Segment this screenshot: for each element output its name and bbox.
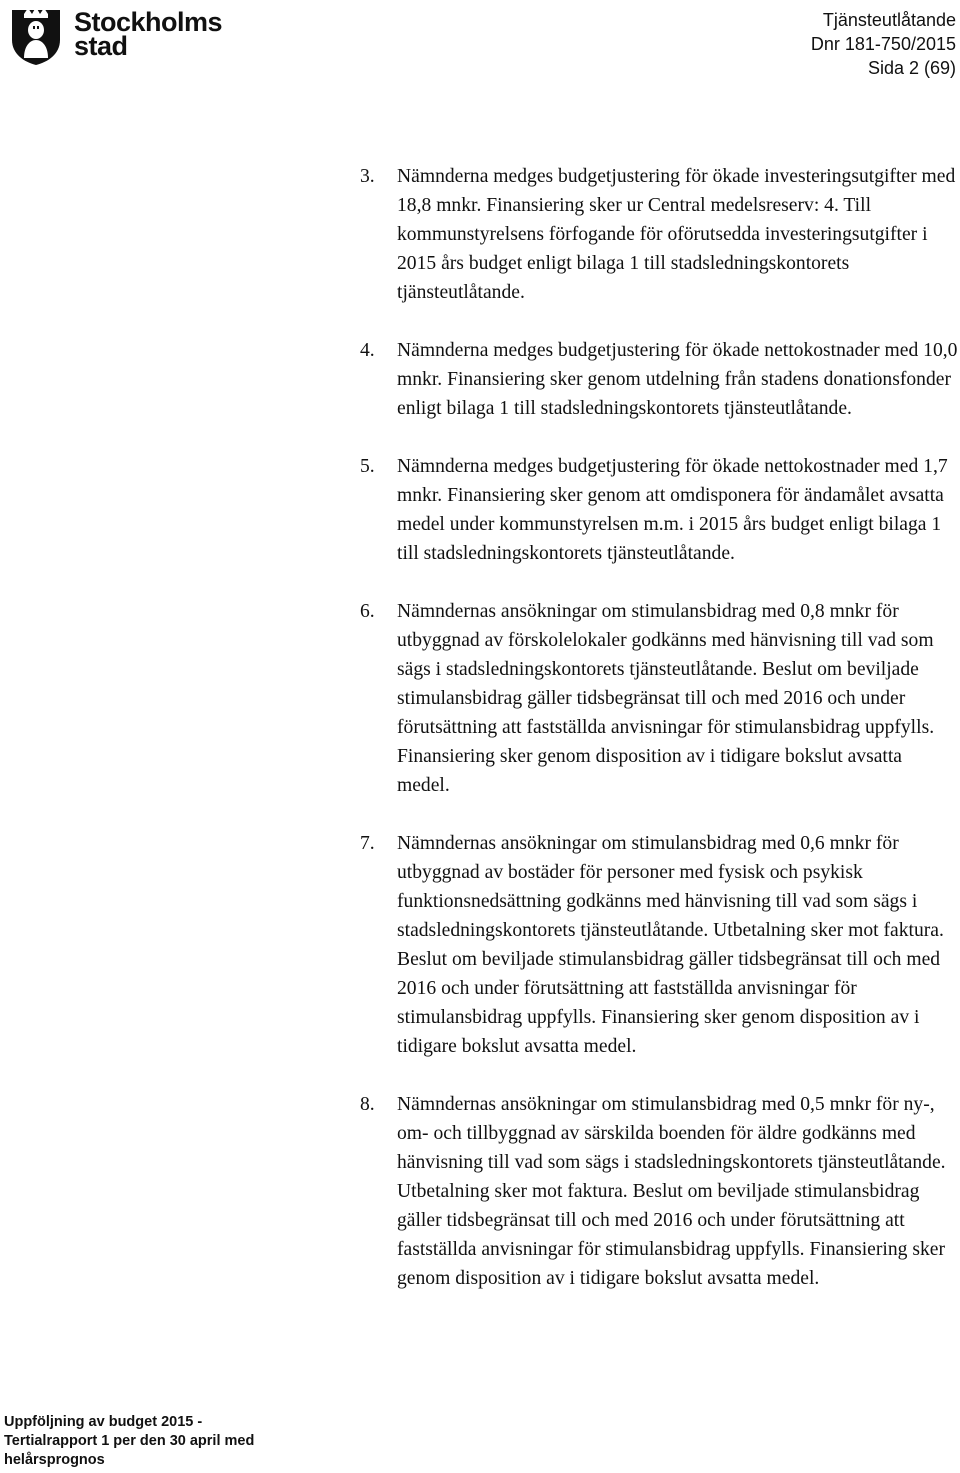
document-number: Dnr 181-750/2015 bbox=[810, 34, 956, 54]
footer-line: Tertialrapport 1 per den 30 april med bbox=[4, 1433, 255, 1449]
item-number: 6. bbox=[360, 601, 375, 622]
list-item bbox=[360, 452, 958, 568]
logo-text-line2: stad bbox=[74, 31, 128, 61]
list-item bbox=[360, 1090, 958, 1293]
footer-line: helårsprognos bbox=[4, 1452, 105, 1468]
item-text: Nämndernas ansökningar om stimulansbidrag med 0,5 mnkr för ny-, om- och tillbyggnad av särskilda boenden för äldre godkänns med hänvisning till vad som sägs i stadsledningskontorets tjänsteutlåtande. Utbetalning sker mot faktura. Beslut om beviljade stimulansbidrag gäller tidsbegränsat till och med 2016 och under förutsättning att fastställda anvisningar för stimulansbidrag uppfylls. Finansiering sker genom disposition av i tidigare bokslut avsatta medel. bbox=[397, 1094, 946, 1289]
stockholms-stad-logo bbox=[4, 2, 244, 66]
city-crest-icon bbox=[4, 2, 68, 66]
item-number: 8. bbox=[360, 1094, 375, 1115]
list-item bbox=[360, 336, 958, 423]
item-number: 3. bbox=[360, 166, 375, 187]
page-number: Sida 2 (69) bbox=[867, 58, 956, 78]
item-text: Nämndernas ansökningar om stimulansbidrag med 0,8 mnkr för utbyggnad av förskolelokaler godkänns med hänvisning till vad som sägs i stadsledningskontorets tjänsteutlåtande. Beslut om beviljade stimulansbidrag gäller tidsbegränsat till och med 2016 och under förutsättning att fastställda anvisningar för stimulansbidrag uppfylls. Finansiering sker genom disposition av i tidigare bokslut avsatta medel. bbox=[397, 601, 935, 796]
document-header bbox=[811, 8, 956, 80]
footer-report-title bbox=[4, 1413, 304, 1470]
footer-line: Uppföljning av budget 2015 - bbox=[4, 1414, 203, 1430]
decision-list bbox=[360, 162, 958, 1293]
item-text: Nämnderna medges budgetjustering för ökade nettokostnader med 10,0 mnkr. Finansiering sker genom utdelning från stadens donationsfonder enligt bilaga 1 till stadsledningskontorets tjänsteutlåtande. bbox=[397, 340, 958, 419]
document-type: Tjänsteutlåtande bbox=[822, 10, 956, 30]
item-text: Nämndernas ansökningar om stimulansbidrag med 0,6 mnkr för utbyggnad av bostäder för personer med fysisk och psykisk funktionsnedsättning godkänns med hänvisning till vad som sägs i stadsledningskontorets tjänsteutlåtande. Utbetalning sker mot faktura. Beslut om beviljade stimulansbidrag gäller tidsbegränsat till och med 2016 och under förutsättning att fastställda anvisningar för stimulansbidrag uppfylls. Finansiering sker genom disposition av i tidigare bokslut avsatta medel. bbox=[397, 833, 944, 1057]
item-text: Nämnderna medges budgetjustering för ökade nettokostnader med 1,7 mnkr. Finansiering sker genom att omdisponera för ändamålet avsatta medel under kommunstyrelsen m.m. i 2015 års budget enligt bilaga 1 till stadsledningskontorets tjänsteutlåtande. bbox=[397, 456, 948, 564]
item-number: 7. bbox=[360, 833, 375, 854]
list-item bbox=[360, 597, 958, 800]
item-number: 4. bbox=[360, 340, 375, 361]
item-number: 5. bbox=[360, 456, 375, 477]
list-item bbox=[360, 829, 958, 1061]
list-item bbox=[360, 162, 958, 307]
logo-text-line1: Stockholms bbox=[74, 7, 223, 37]
item-text: Nämnderna medges budgetjustering för ökade investeringsutgifter med 18,8 mnkr. Finansiering sker ur Central medelsreserv: 4. Till kommunstyrelsens förfogande för oförutsedda investeringsutgifter i 2015 års budget enligt bilaga 1 till stadsledningskontorets tjänsteutlåtande. bbox=[397, 166, 956, 303]
